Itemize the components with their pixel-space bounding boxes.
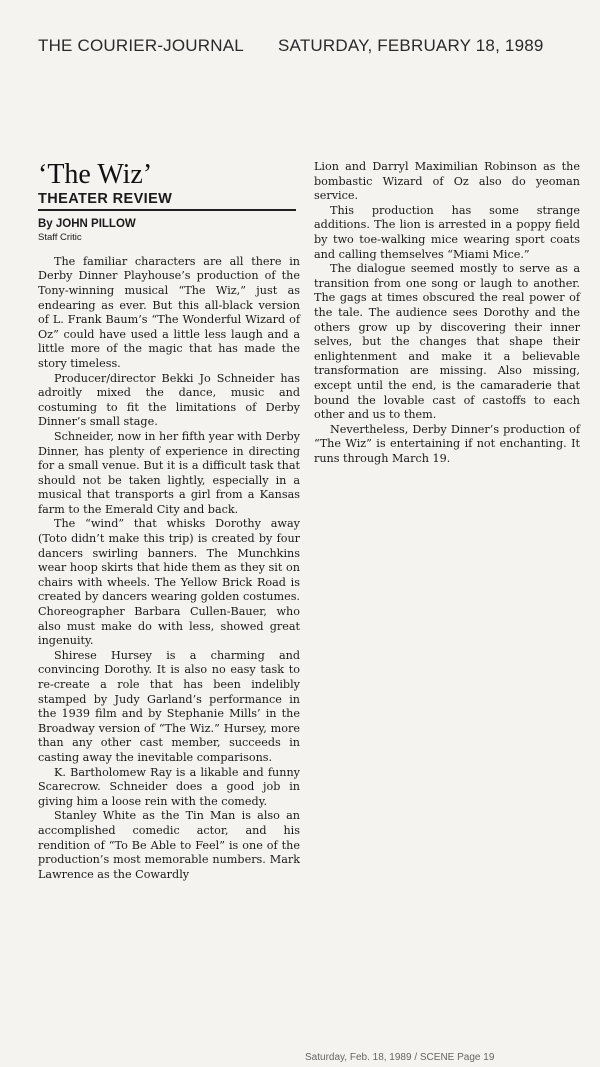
article-paragraph: The familiar characters are all there in Derby Dinner Playhouse’s production of the Tony-winning musical “The Wiz,” just as endearing as ever. But this all-black version of L. Frank Baum’s “The Wonderful Wizard of Oz” could have used a little less laugh and a little more of the magic that has made the story timeless. — [38, 254, 300, 370]
newspaper-name: THE COURIER-JOURNAL — [38, 36, 244, 55]
author-role: Staff Critic — [38, 232, 82, 244]
article-title: ‘The Wiz’ — [38, 159, 153, 190]
byline: By JOHN PILLOW — [38, 217, 136, 230]
article-paragraph: Shirese Hursey is a charming and convincing Dorothy. It is also no easy task to re-create a role that has been indelibly stamped by Judy Garland’s performance in the 1939 film and by Stephanie Mills’ in the Broadway version of “The Wiz.” Hursey, more than any other cast member, succeeds in casting away the inevitable comparisons. — [38, 648, 300, 764]
article-paragraph: This production has some strange additions. The lion is arrested in a poppy field by two toe-walking mice wearing sport coats and calling themselves “Miami Mice.” — [314, 203, 580, 261]
article-paragraph: Lion and Darryl Maximilian Robinson as the bombastic Wizard of Oz also do yeoman service. — [314, 160, 580, 203]
section-kicker: THEATER REVIEW — [38, 192, 296, 211]
article-paragraph: Nevertheless, Derby Dinner’s production of “The Wiz” is entertaining if not enchanting. It runs through March 19. — [314, 422, 580, 465]
article-paragraph: Producer/director Bekki Jo Schneider has adroitly mixed the dance, music and costuming to fit the limitations of Derby Dinner’s small stage. — [38, 371, 300, 429]
page-footer: Saturday, Feb. 18, 1989 / SCENE Page 19 — [305, 1052, 495, 1063]
issue-date: SATURDAY, FEBRUARY 18, 1989 — [278, 36, 544, 55]
article-paragraph: Stanley White as the Tin Man is also an accomplished comedic actor, and his rendition of “To Be Able to Feel” is one of the production’s most memorable numbers. Mark Lawrence as the Cowardly — [38, 809, 300, 881]
article-paragraph: The dialogue seemed mostly to serve as a transition from one song or laugh to another. The gags at times obscured the real power of the tale. The audience sees Dorothy and the others grow up by discovering their inner selves, but the changes that shape their enlightenment and make it a believable transformation are missing. Also missing, except until the end, is the camaraderie that bound the lovable cast of castoffs to each other and us to them. — [314, 262, 580, 422]
article-column-1 — [38, 160, 300, 882]
article-column-2 — [314, 160, 580, 466]
article-paragraph: Schneider, now in her fifth year with Derby Dinner, has plenty of experience in directing for a small venue. But it is a difficult task that should not be taken lightly, especially in a musical that transports a girl from a Kansas farm to the Emerald City and back. — [38, 429, 300, 516]
article-paragraph: K. Bartholomew Ray is a likable and funny Scarecrow. Schneider does a good job in giving him a loose rein with the comedy. — [38, 765, 300, 808]
article-paragraph: The “wind” that whisks Dorothy away (Toto didn’t make this trip) is created by four dancers swirling banners. The Munchkins wear hoop skirts that hide them as they sit on chairs with wheels. The Yellow Brick Road is created by dancers wearing golden costumes. Choreographer Barbara Cullen-Bauer, who also must make do with less, showed great ingenuity. — [38, 517, 300, 648]
